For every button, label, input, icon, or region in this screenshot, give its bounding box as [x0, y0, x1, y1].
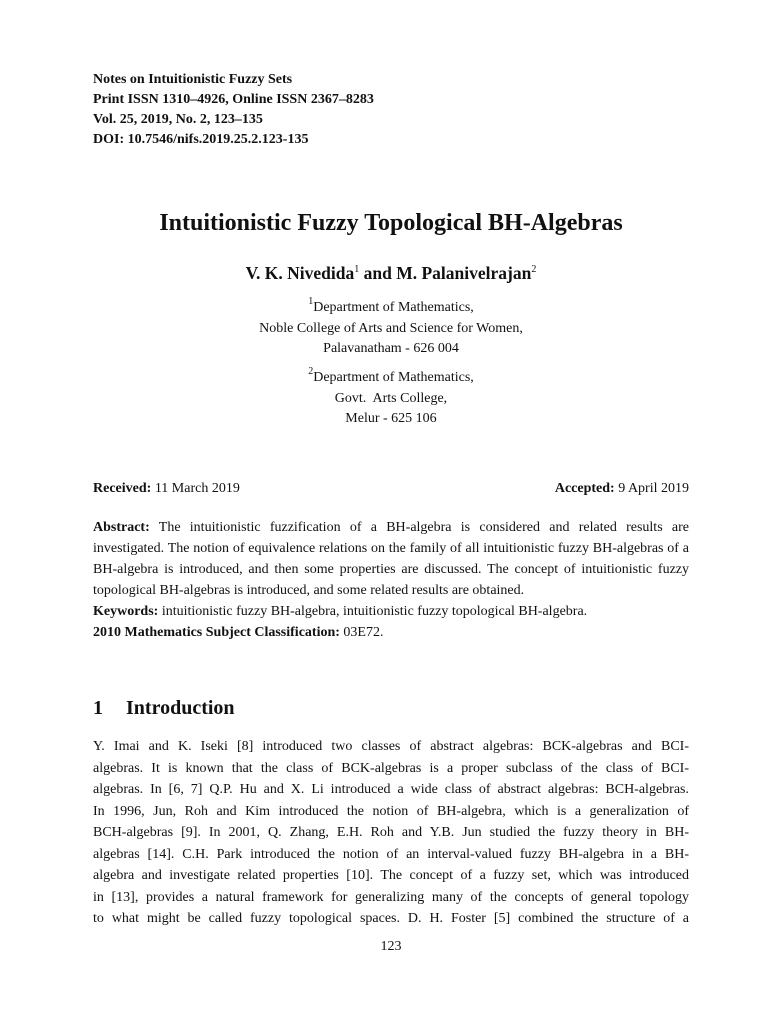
intro-line: to what might be called fuzzy topological spaces. D. H. Foster [5] combined the structure of a [93, 911, 689, 926]
received-value: 11 March 2019 [151, 481, 240, 496]
intro-line: algebras. It is known that the class of BCK-algebras is a proper subclass of the class of BCI- [93, 760, 689, 776]
intro-line: algebras. In [6, 7] Q.P. Hu and X. Li introduced a wide class of abstract algebras: BCH-algebras. [93, 782, 689, 797]
affiliation-2-line-3: Melur - 625 106 [345, 411, 437, 426]
affiliation-2 [93, 368, 689, 430]
author-line [93, 260, 689, 286]
msc-text: 03E72. [339, 625, 384, 640]
affiliation-1-mark: 1 [308, 296, 314, 307]
intro-line: algebras [14]. C.H. Park introduced the notion of an interval-valued fuzzy BH-algebra in a BH- [93, 846, 689, 862]
abstract-paragraph [93, 517, 689, 601]
affiliation-2-mark: 2 [308, 366, 314, 377]
intro-line: algebra and investigate related properties [10]. The concept of a fuzzy set, which was introduced [93, 868, 689, 883]
page-number: 123 [380, 939, 402, 954]
journal-issn: Print ISSN 1310–4926, Online ISSN 2367–8283 [93, 92, 374, 107]
affiliation-1 [93, 298, 689, 360]
author-1: V. K. Nivedida [245, 263, 355, 283]
author-2-affiliation-mark: 2 [531, 264, 537, 275]
keywords-paragraph [93, 601, 689, 622]
intro-line: in [13], provides a natural framework for generalizing many of the concepts of general topology [93, 889, 689, 905]
affiliation-2-line-2: Govt. Arts College, [334, 390, 448, 406]
msc-label: 2010 Mathematics Subject Classification: [93, 625, 340, 640]
received-date [93, 479, 240, 499]
section-number: 1 [93, 697, 103, 719]
accepted-label: Accepted: [554, 481, 615, 496]
author-1-affiliation-mark: 1 [354, 264, 360, 275]
author-2: M. Palanivelrajan [396, 263, 532, 283]
journal-name: Notes on Intuitionistic Fuzzy Sets [93, 72, 293, 87]
abstract-text: The intuitionistic fuzzification of a BH-algebra is considered and related results are investigated. The notion of equivalence relations on the family of all intuitionistic fuzzy BH-algebras of a BH-algebra is introduced, and then some properties are discussed. The concept of intuitionistic fuzzy topological BH-algebras is introduced, and some related results are obtained. [93, 520, 689, 598]
received-label: Received: [93, 481, 152, 496]
keywords-label: Keywords: [93, 604, 159, 619]
keywords-text: intuitionistic fuzzy BH-algebra, intuitionistic fuzzy topological BH-algebra. [158, 604, 588, 619]
paper-page [93, 0, 689, 1024]
affiliation-1-line-1: Department of Mathematics, [313, 300, 474, 315]
intro-line: In 1996, Jun, Roh and Kim introduced the notion of BH-algebra, which is a generalization of [93, 803, 689, 819]
intro-line: Y. Imai and K. Iseki [8] introduced two classes of abstract algebras: BCK-algebras and BCI- [93, 739, 689, 754]
accepted-date [555, 479, 689, 499]
author-conjunction: and [359, 263, 397, 283]
affiliation-1-line-3: Palavanatham - 626 004 [323, 341, 459, 356]
abstract-block [93, 517, 689, 643]
section-title: Introduction [126, 697, 235, 719]
journal-header [93, 70, 374, 150]
msc-paragraph [93, 622, 689, 643]
section-heading [93, 694, 235, 722]
accepted-value: 9 April 2019 [614, 481, 689, 496]
paper-title: Intuitionistic Fuzzy Topological BH-Algebras [159, 210, 623, 236]
introduction-body [93, 736, 689, 930]
intro-line: BCH-algebras [9]. In 2001, Q. Zhang, E.H. Roh and Y.B. Jun studied the fuzzy theory in BH- [93, 825, 689, 840]
journal-doi: DOI: 10.7546/nifs.2019.25.2.123-135 [93, 132, 309, 147]
journal-volume: Vol. 25, 2019, No. 2, 123–135 [93, 112, 263, 127]
affiliation-2-line-1: Department of Mathematics, [313, 370, 474, 385]
abstract-label: Abstract: [93, 520, 150, 535]
affiliation-1-line-2: Noble College of Arts and Science for Women, [259, 320, 523, 336]
